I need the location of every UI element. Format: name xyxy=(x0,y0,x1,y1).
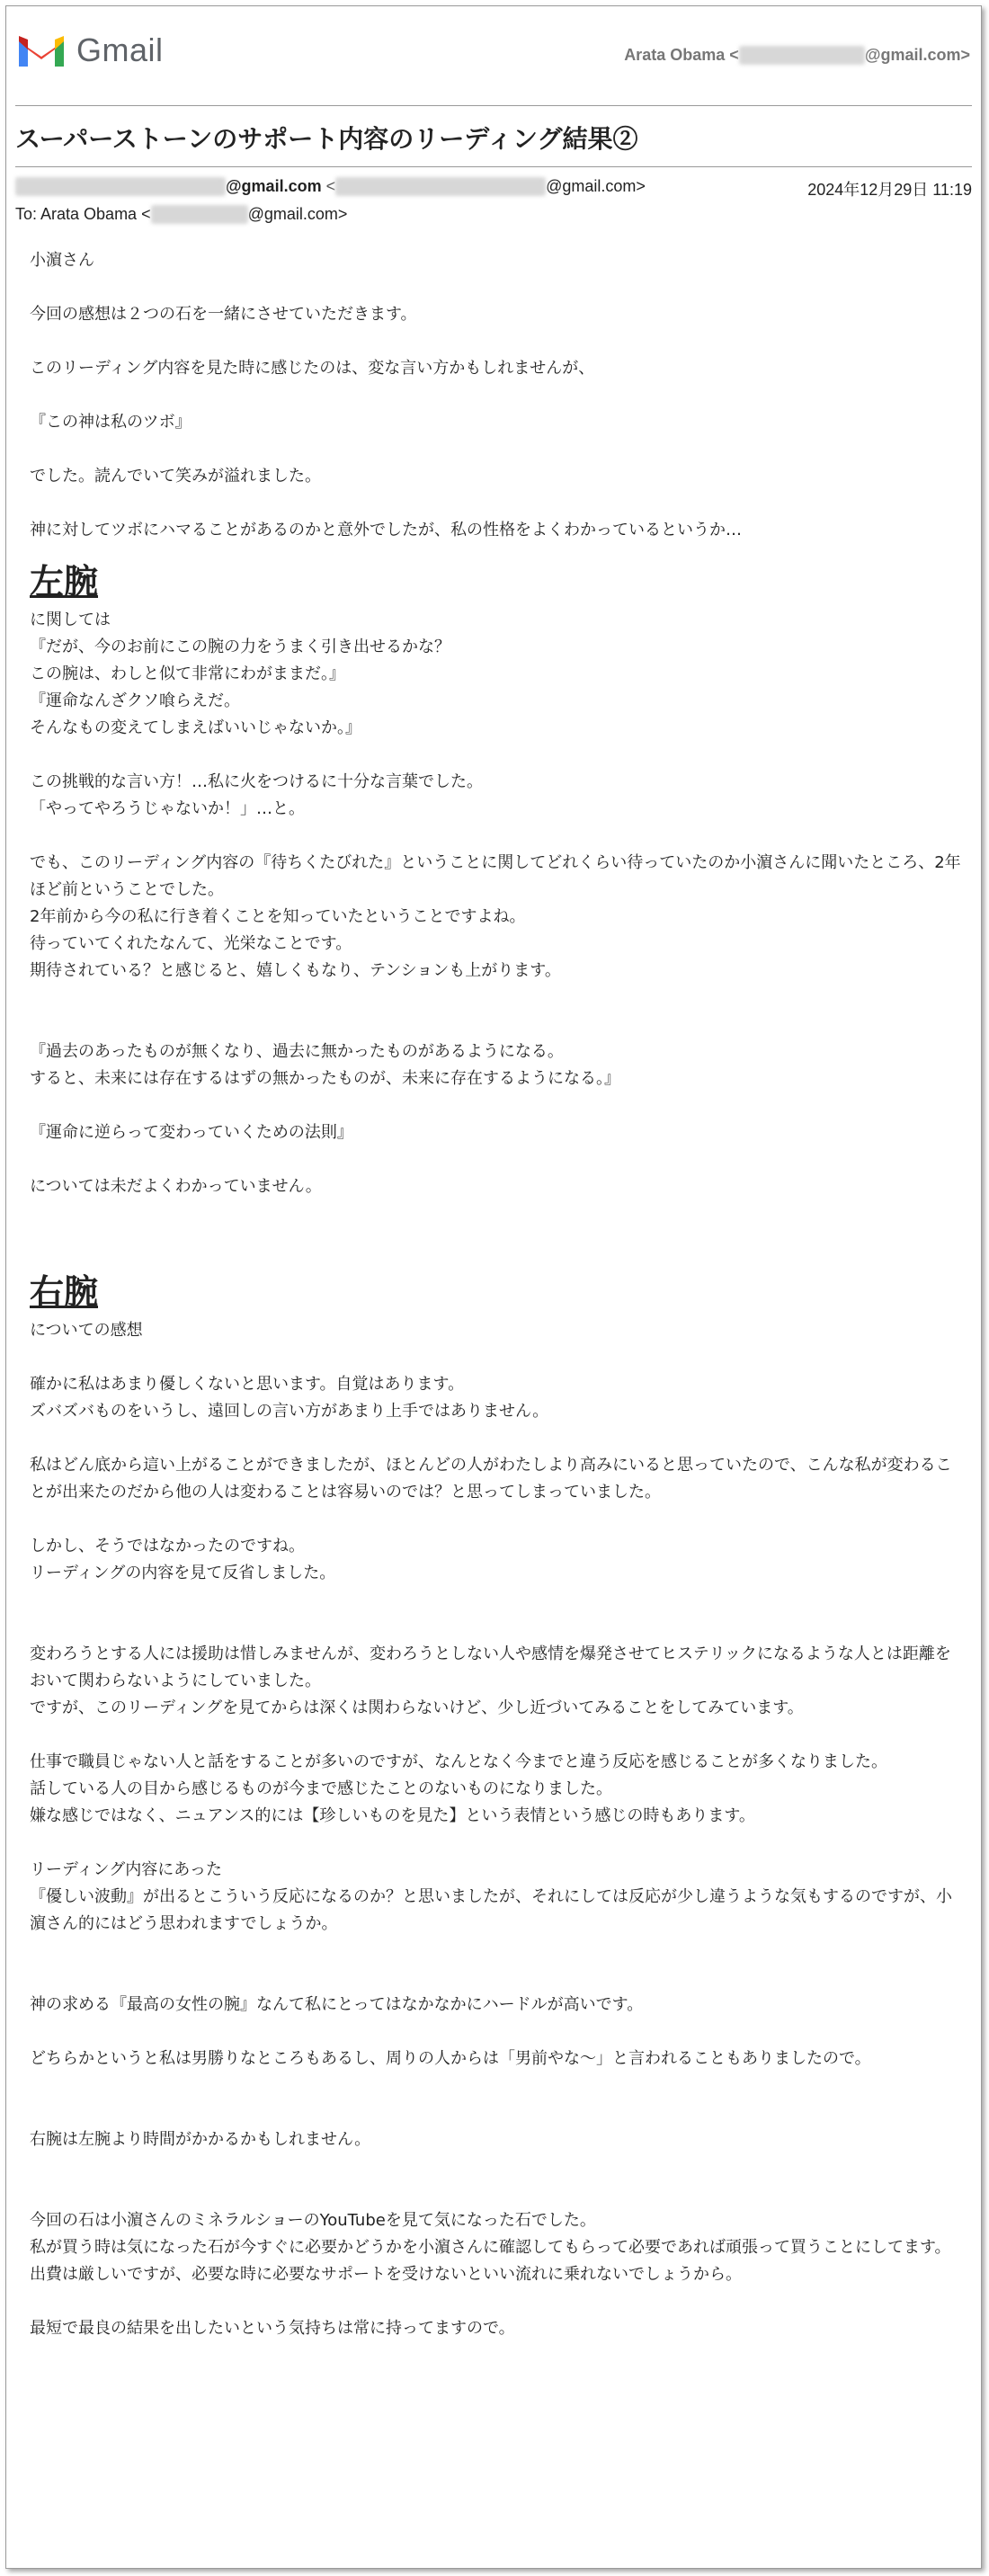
account-name: Arata Obama < xyxy=(624,46,739,64)
sender-domain: @gmail.com xyxy=(226,177,322,195)
body-line: この腕は、わしと似て非常にわがままだ。』 xyxy=(30,664,345,683)
account-email-redacted xyxy=(739,46,865,65)
section-heading-left-arm: 左腕 xyxy=(30,562,99,602)
body-line: 変わろうとする人には援助は惜しみませんが、変わろうとしない人や感情を爆発させてヒステリックになるような人とは距離をおいて関わらないようにしていました。 xyxy=(30,1645,951,1690)
recipient-prefix: To: Arata Obama < xyxy=(15,205,151,223)
body-line: 確かに私はあまり優しくないと思います。自覚はあります。 xyxy=(30,1375,465,1394)
body-line: 『過去のあったものが無くなり、過去に無かったものがあるようになる。 xyxy=(30,1042,564,1061)
body-paragraph: 『この神は私のツボ』 xyxy=(30,413,192,432)
sender-address-domain: @gmail.com> xyxy=(546,177,646,195)
email-meta xyxy=(15,177,972,224)
body-paragraph: でした。読んでいて笑みが溢れました。 xyxy=(30,467,321,486)
body-line: 私が買う時は気になった石が今すぐに必要かどうかを小濵さんに確認してもらって必要であれば頑張って買うことにしてます。 xyxy=(30,2238,951,2257)
body-line: リーディングの内容を見て反省しました。 xyxy=(30,1564,336,1582)
header xyxy=(6,6,981,105)
account-identity xyxy=(624,46,970,65)
body-paragraph: 神に対してツボにハマることがあるのかと意外でしたが、私の性格をよくわかっているというか… xyxy=(30,521,742,539)
email-print-page xyxy=(5,5,982,2569)
body-line: 「やってやろうじゃないか！」…と。 xyxy=(30,799,305,818)
greeting: 小濵さん xyxy=(30,251,94,270)
body-line: 『運命に逆らって変わっていくための法則』 xyxy=(30,1123,353,1142)
body-line: についての感想 xyxy=(30,1321,143,1340)
body-line: そんなもの変えてしまえばいいじゃないか。』 xyxy=(30,718,361,737)
sender-address-redacted xyxy=(335,177,546,196)
body-line: 2年前から今の私に行き着くことを知っていたということですよね。 xyxy=(30,907,526,926)
body-line: 出費は厳しいですが、必要な時に必要なサポートを受けないといい流れに乗れないでしょうから。 xyxy=(30,2265,742,2284)
body-line: 神の求める『最高の女性の腕』なんて私にとってはなかなかにハードルが高いです。 xyxy=(30,1995,644,2014)
body-paragraph: このリーディング内容を見た時に感じたのは、変な言い方かもしれませんが、 xyxy=(30,359,595,378)
email-subject: スーパーストーンのサポート内容のリーディング結果② xyxy=(15,125,638,153)
recipient-line xyxy=(15,205,972,224)
sender-line: @gmail.com < @gmail.com> xyxy=(15,177,972,196)
body-line: しかし、そうではなかったのですね。 xyxy=(30,1537,305,1555)
body-line: ですが、このリーディングを見てからは深くは関わらないけど、少し近づいてみることをしてみています。 xyxy=(30,1698,804,1717)
recipient-email-redacted xyxy=(151,205,248,224)
body-line: リーディング内容にあった xyxy=(30,1860,223,1879)
body-line: 『だが、今のお前にこの腕の力をうまく引き出せるかな？ xyxy=(30,637,450,656)
sender-name-redacted xyxy=(15,177,226,196)
gmail-m-icon xyxy=(15,32,67,68)
body-paragraph: 今回の感想は２つの石を一緒にさせていただきます。 xyxy=(30,305,417,324)
body-line: 期待されている？と感じると、嬉しくもなり、テンションも上がります。 xyxy=(30,961,561,980)
body-line: 『運命なんざクソ喰らえだ。 xyxy=(30,691,240,710)
body-line: この挑戦的な言い方！…私に火をつけるに十分な言葉でした。 xyxy=(30,772,483,791)
divider xyxy=(15,105,972,106)
body-line: に関しては xyxy=(30,611,111,629)
body-line: 『優しい波動』が出るとこういう反応になるのか？と思いましたが、それにしては反応が少し違うような気もするのですが、小濵さん的にはどう思われますでしょうか。 xyxy=(30,1887,952,1933)
recipient-email-domain: @gmail.com> xyxy=(247,205,348,223)
body-line: 私はどん底から這い上がることができましたが、ほとんどの人がわたしより高みにいると思っていたので、こんな私が変わることが出来たのだから他の人は変わることは容易いのでは？と思ってしまっていました。 xyxy=(30,1456,952,1502)
body-line: 右腕は左腕より時間がかかるかもしれません。 xyxy=(30,2130,371,2149)
gmail-logo-text: Gmail xyxy=(76,31,164,68)
body-line: でも、このリーディング内容の『待ちくたびれた』ということに関してどれくらい待っていたのか小濵さんに聞いたところ、2年ほど前ということでした。 xyxy=(30,853,961,899)
gmail-logo xyxy=(15,31,164,69)
body-line: 今回の石は小濵さんのミネラルショーのYouTubeを見て気になった石でした。 xyxy=(30,2211,596,2230)
account-email-domain: @gmail.com> xyxy=(864,46,970,64)
body-line: 仕事で職員じゃない人と話をすることが多いのですが、なんとなく今までと違う反応を感じることが多くなりました。 xyxy=(30,1752,887,1771)
body-line: 最短で最良の結果を出したいという気持ちは常に持ってますので。 xyxy=(30,2319,515,2338)
section-heading-right-arm: 右腕 xyxy=(30,1272,99,1312)
body-line: ズバズバものをいうし、遠回しの言い方があまり上手ではありません。 xyxy=(30,1402,549,1421)
body-line: どちらかというと私は男勝りなところもあるし、周りの人からは「男前やな〜」と言われることもありましたので。 xyxy=(30,2049,871,2068)
email-date: 2024年12月29日 11:19 xyxy=(807,181,972,199)
body-line: 待っていてくれたなんて、光栄なことです。 xyxy=(30,934,352,953)
email-body xyxy=(30,247,965,2342)
divider xyxy=(15,166,972,167)
body-line: 話している人の目から感じるものが今まで感じたことのないものになりました。 xyxy=(30,1779,612,1798)
body-line: については未だよくわかっていません。 xyxy=(30,1177,322,1196)
body-line: すると、未来には存在するはずの無かったものが、未来に存在するようになる。』 xyxy=(30,1069,620,1088)
body-line: 嫌な感じではなく、ニュアンス的には【珍しいものを見た】という表情という感じの時もあります。 xyxy=(30,1806,755,1825)
